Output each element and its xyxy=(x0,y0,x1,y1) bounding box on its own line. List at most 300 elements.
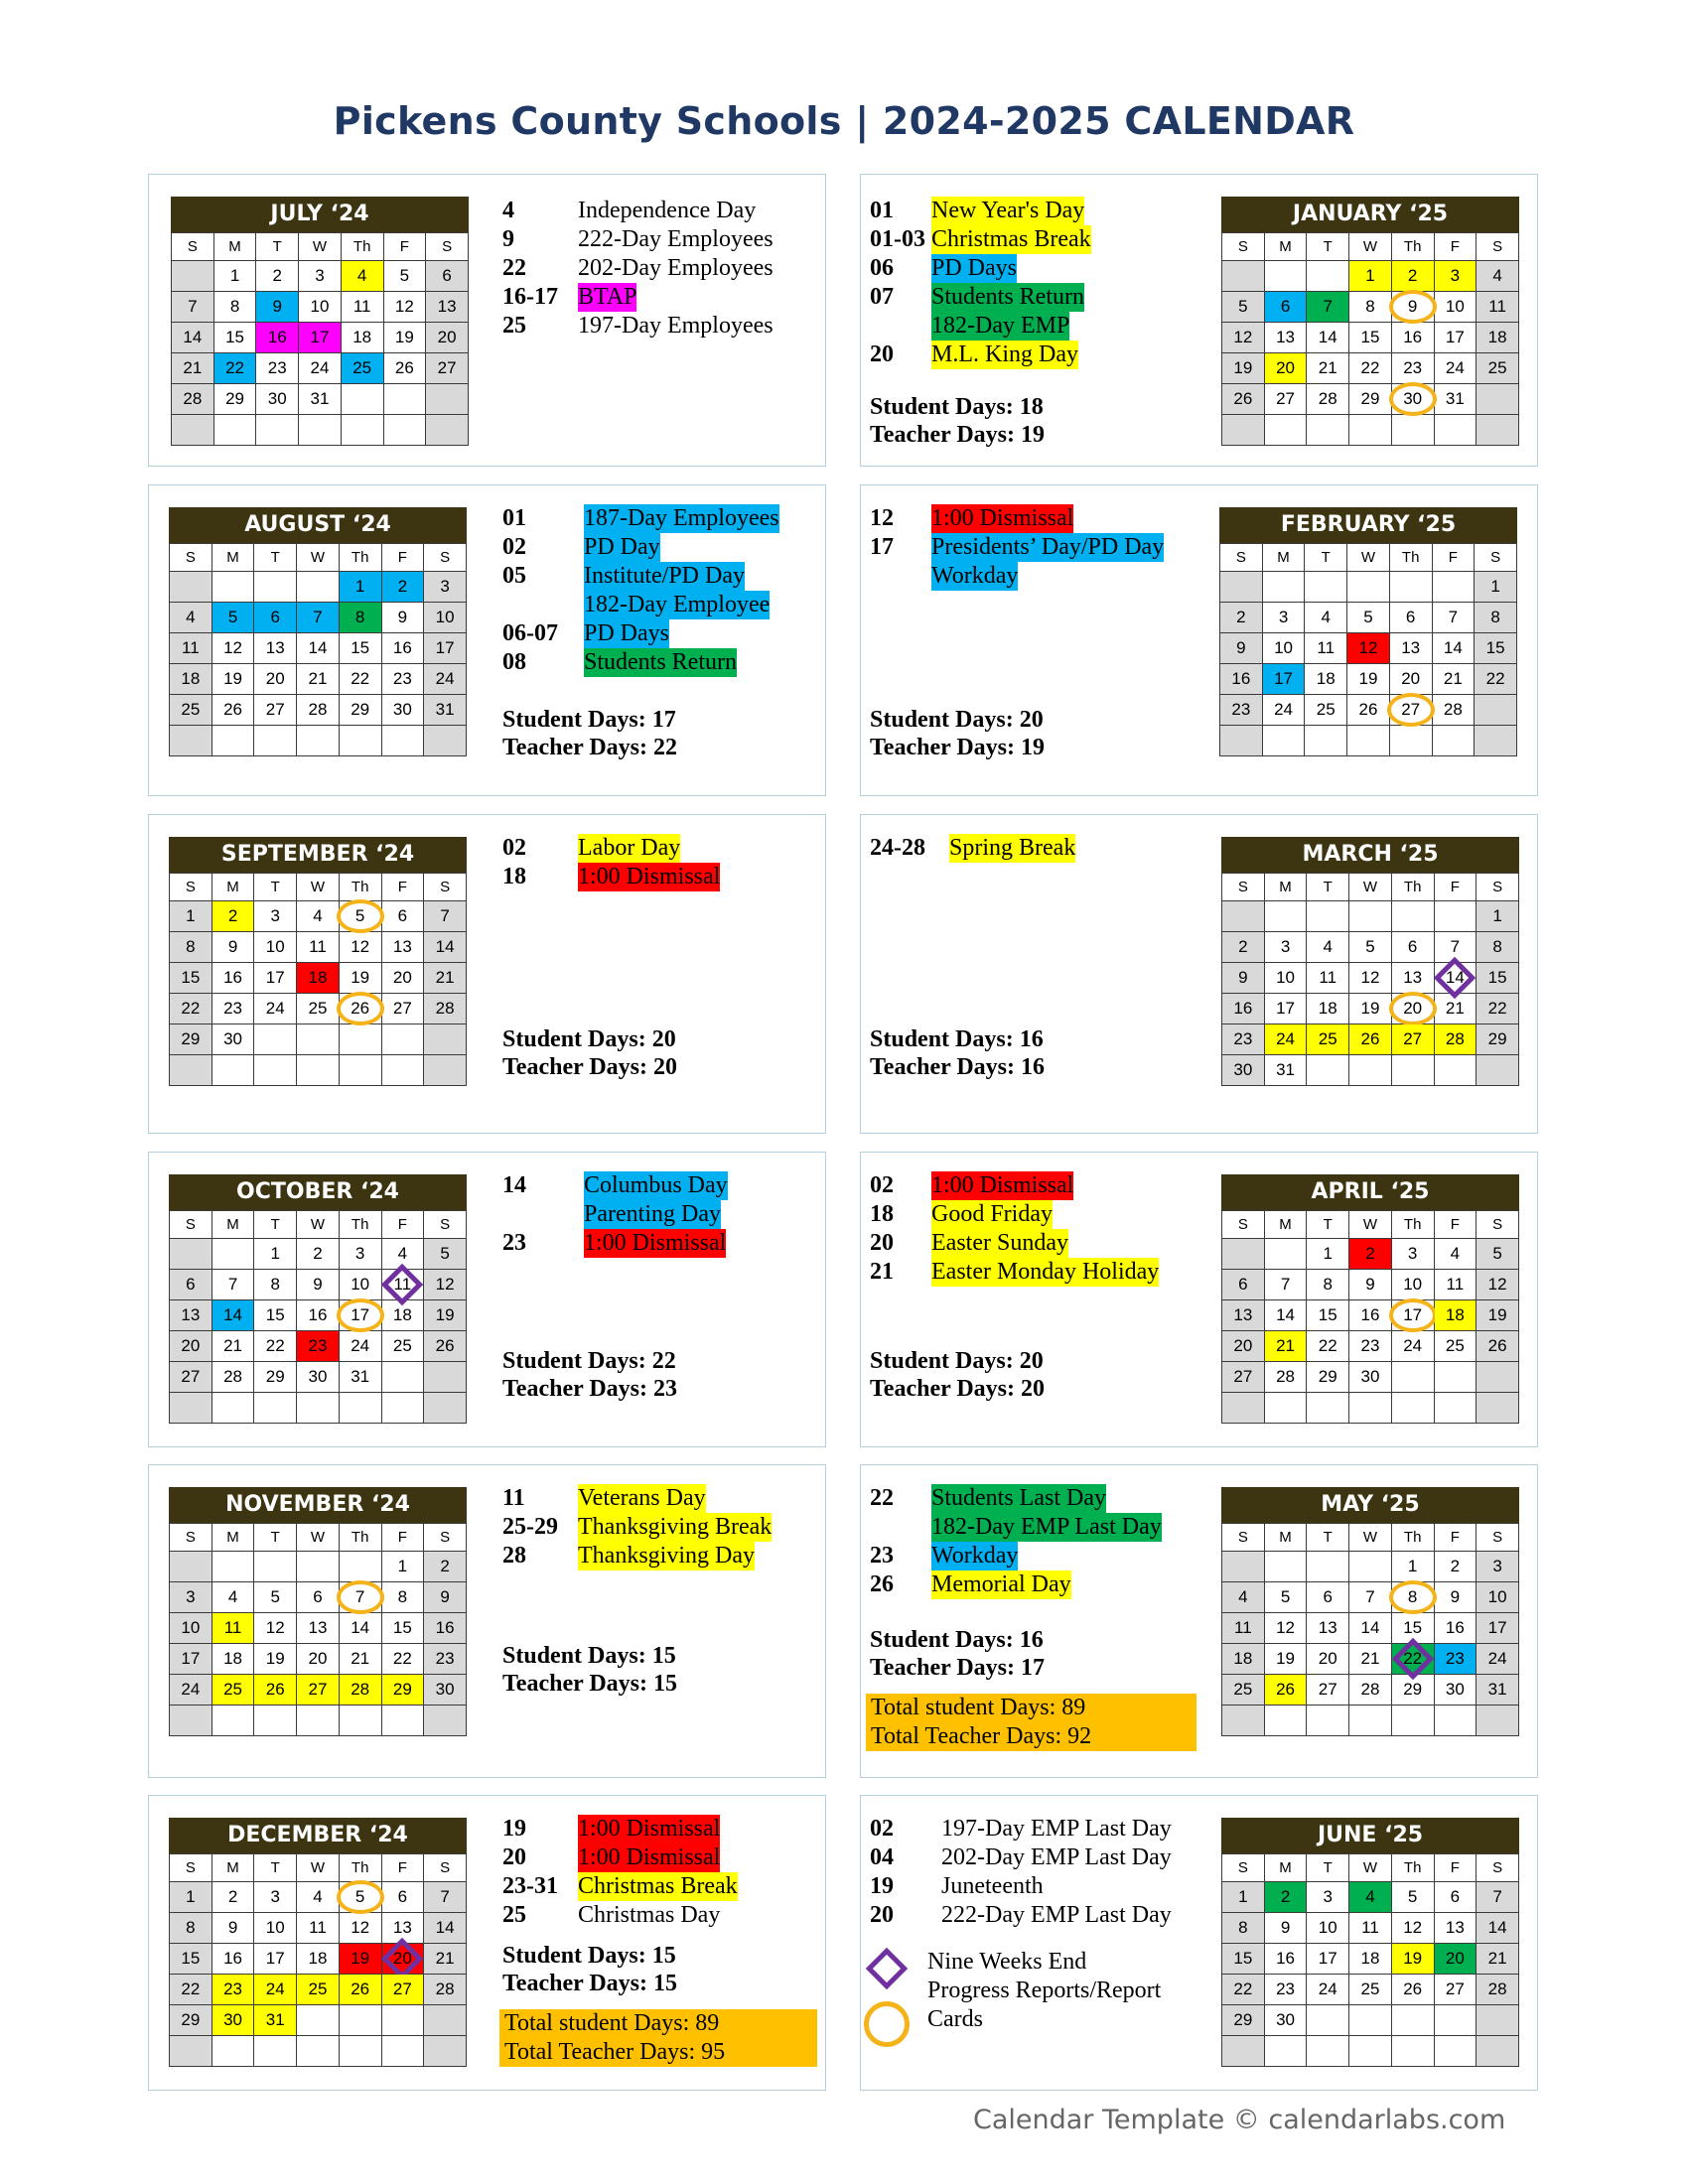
september-calendar xyxy=(169,837,467,1086)
day-number: 28 xyxy=(183,389,203,408)
day-number: 4 xyxy=(1365,1887,1375,1906)
empty-day-cell xyxy=(1264,1393,1307,1424)
day-number: 17 xyxy=(1274,669,1294,688)
event-date: 18 xyxy=(870,1201,894,1227)
event-text: Institute/PD Day xyxy=(584,563,745,589)
day-cell xyxy=(170,1675,212,1706)
day-number: 2 xyxy=(1238,937,1248,956)
day-number: 26 xyxy=(1360,1029,1380,1048)
day-number: 28 xyxy=(1487,1979,1507,1998)
day-number: 23 xyxy=(1276,1979,1296,1998)
empty-day-cell xyxy=(297,2036,340,2067)
day-number: 2 xyxy=(1236,608,1246,626)
empty-day-cell xyxy=(1307,1393,1349,1424)
day-cell xyxy=(172,292,214,323)
empty-day-cell xyxy=(211,1239,254,1270)
day-number: 22 xyxy=(1360,358,1380,377)
day-cell xyxy=(424,1975,467,2005)
day-cell xyxy=(256,292,299,323)
day-cell xyxy=(297,603,340,633)
day-number: 19 xyxy=(351,968,370,987)
january-events xyxy=(870,197,1091,369)
progress-report-ring-icon xyxy=(337,1580,384,1614)
day-number: 3 xyxy=(1492,1557,1502,1575)
empty-day-cell xyxy=(254,2036,297,2067)
day-cell xyxy=(1477,1675,1519,1706)
day-number: 25 xyxy=(1360,1979,1380,1998)
weekday-header: S xyxy=(1477,233,1519,261)
weekday-header: T xyxy=(1307,874,1349,901)
weekday-header: Th xyxy=(1391,1524,1434,1552)
empty-day-cell xyxy=(381,1393,424,1424)
weekday-header: T xyxy=(254,1211,297,1239)
day-number: 16 xyxy=(1360,1305,1380,1324)
day-number: 26 xyxy=(435,1336,455,1355)
week-row xyxy=(170,1270,467,1300)
empty-day-cell xyxy=(1349,1706,1392,1736)
day-number: 21 xyxy=(435,968,455,987)
progress-report-ring-icon xyxy=(337,992,384,1025)
day-number: 15 xyxy=(225,328,245,346)
day-cell xyxy=(297,1944,340,1975)
day-cell xyxy=(1307,963,1349,994)
day-cell xyxy=(1389,633,1432,664)
empty-day-cell xyxy=(172,261,214,292)
empty-day-cell xyxy=(1305,572,1347,603)
day-number: 31 xyxy=(265,2010,285,2029)
day-number: 15 xyxy=(265,1305,285,1324)
event-row xyxy=(870,341,1091,369)
day-cell xyxy=(211,1300,254,1331)
empty-day-cell xyxy=(1477,2036,1519,2067)
day-cell xyxy=(1434,1024,1477,1055)
weekday-header: W xyxy=(1349,1211,1392,1239)
empty-day-cell xyxy=(1264,415,1307,446)
event-text: Juneteenth xyxy=(941,1873,1044,1899)
day-number: 17 xyxy=(351,1305,370,1324)
day-number: 9 xyxy=(272,297,282,316)
day-number: 26 xyxy=(265,1680,285,1699)
day-cell xyxy=(211,2005,254,2036)
event-text: 182-Day Employee xyxy=(584,592,771,617)
day-cell xyxy=(170,932,212,963)
event-row xyxy=(502,283,774,312)
day-number: 7 xyxy=(1450,937,1461,956)
event-text: 202-Day EMP Last Day xyxy=(941,1844,1172,1870)
event-row xyxy=(502,648,779,677)
day-cell xyxy=(381,695,424,726)
day-cell xyxy=(254,1675,297,1706)
month-header: NOVEMBER ‘24 xyxy=(169,1487,467,1523)
day-number: 30 xyxy=(1276,2010,1296,2029)
month-grid xyxy=(1221,873,1519,1086)
week-row xyxy=(170,1613,467,1644)
weekday-header: S xyxy=(1222,1854,1265,1882)
day-cell xyxy=(1475,603,1517,633)
progress-report-ring-icon xyxy=(1389,290,1437,324)
day-cell xyxy=(1391,353,1434,384)
day-number: 27 xyxy=(1445,1979,1465,1998)
day-number: 31 xyxy=(310,389,330,408)
empty-day-cell xyxy=(254,1024,297,1055)
day-number: 1 xyxy=(229,266,240,285)
week-row xyxy=(170,633,467,664)
day-cell xyxy=(1434,1644,1477,1675)
empty-day-cell xyxy=(1391,1362,1434,1393)
weekday-header-row xyxy=(172,233,469,261)
day-cell xyxy=(254,1944,297,1975)
day-number: 16 xyxy=(223,1949,243,1968)
empty-day-cell xyxy=(1307,1706,1349,1736)
day-number: 21 xyxy=(1443,669,1463,688)
day-cell xyxy=(1434,1300,1477,1331)
day-number: 20 xyxy=(1403,999,1423,1018)
empty-day-cell xyxy=(1264,1552,1307,1582)
day-cell xyxy=(1434,1552,1477,1582)
day-cell xyxy=(1222,932,1265,963)
day-number: 28 xyxy=(1443,700,1463,719)
weekday-header: F xyxy=(381,544,424,572)
day-cell xyxy=(299,292,342,323)
week-row xyxy=(170,2005,467,2036)
day-cell xyxy=(1264,1582,1307,1613)
week-row xyxy=(1222,415,1519,446)
day-number: 26 xyxy=(1358,700,1378,719)
day-cell xyxy=(1222,353,1265,384)
week-row xyxy=(170,603,467,633)
weekday-header-row xyxy=(1222,874,1519,901)
day-cell xyxy=(211,1644,254,1675)
empty-day-cell xyxy=(339,726,381,756)
july-calendar xyxy=(171,197,469,446)
day-cell xyxy=(1307,1975,1349,2005)
day-cell xyxy=(170,1975,212,2005)
week-row xyxy=(170,572,467,603)
event-text: PD Days xyxy=(584,620,670,646)
day-cell xyxy=(339,1362,381,1393)
event-row xyxy=(870,1229,1159,1258)
day-number: 11 xyxy=(1319,968,1337,987)
week-row xyxy=(1222,1882,1519,1913)
weekday-header: W xyxy=(1349,233,1392,261)
day-cell xyxy=(1305,695,1347,726)
progress-report-ring-icon xyxy=(1389,1298,1437,1332)
event-date: 12 xyxy=(870,505,894,531)
event-row xyxy=(502,591,779,619)
event-text: Labor Day xyxy=(578,835,681,861)
day-number: 12 xyxy=(1233,328,1253,346)
day-cell xyxy=(1477,1582,1519,1613)
day-cell xyxy=(1349,323,1392,353)
week-row xyxy=(170,1706,467,1736)
weekday-header: W xyxy=(1349,874,1392,901)
day-cell xyxy=(256,261,299,292)
day-number: 29 xyxy=(265,1367,285,1386)
empty-day-cell xyxy=(211,572,254,603)
day-number: 14 xyxy=(223,1305,243,1324)
day-number: 2 xyxy=(272,266,282,285)
month-header: OCTOBER ‘24 xyxy=(169,1174,467,1210)
teacher-days: Teacher Days: 15 xyxy=(502,1671,677,1697)
event-text: Presidents’ Day/PD Day xyxy=(931,534,1165,560)
day-number: 28 xyxy=(435,1979,455,1998)
day-number: 30 xyxy=(1403,389,1423,408)
day-cell xyxy=(297,1270,340,1300)
day-number: 16 xyxy=(1403,328,1423,346)
day-number: 2 xyxy=(313,1244,323,1263)
day-cell xyxy=(1347,695,1390,726)
day-cell xyxy=(170,1613,212,1644)
event-date: 05 xyxy=(502,563,526,589)
empty-day-cell xyxy=(1349,1055,1392,1086)
weekday-header: T xyxy=(1307,1524,1349,1552)
day-cell xyxy=(1222,1613,1265,1644)
day-number: 30 xyxy=(308,1367,328,1386)
event-text: 1:00 Dismissal xyxy=(584,1230,727,1256)
day-number: 27 xyxy=(1401,700,1421,719)
day-cell xyxy=(339,1644,381,1675)
day-number: 27 xyxy=(1276,389,1296,408)
day-number: 5 xyxy=(354,1887,365,1906)
day-number: 14 xyxy=(1443,638,1463,657)
day-number: 18 xyxy=(1487,328,1507,346)
day-number: 22 xyxy=(1403,1649,1423,1668)
week-row xyxy=(170,901,467,932)
event-row xyxy=(502,1229,728,1258)
event-text: 197-Day Employees xyxy=(578,313,774,339)
day-cell xyxy=(213,261,256,292)
day-number: 9 xyxy=(1407,297,1418,316)
week-row xyxy=(170,994,467,1024)
day-number: 3 xyxy=(315,266,325,285)
day-number: 9 xyxy=(1236,638,1246,657)
day-cell xyxy=(256,353,299,384)
event-text: 182-Day EMP Last Day xyxy=(931,1514,1162,1540)
day-number: 11 xyxy=(223,1618,242,1637)
day-number: 4 xyxy=(1450,1244,1461,1263)
weekday-header: S xyxy=(1477,1524,1519,1552)
day-number: 8 xyxy=(397,1587,408,1606)
day-number: 19 xyxy=(1403,1949,1423,1968)
empty-day-cell xyxy=(339,1024,381,1055)
day-cell xyxy=(339,664,381,695)
event-text: 222-Day EMP Last Day xyxy=(941,1902,1172,1928)
day-number: 24 xyxy=(181,1680,201,1699)
day-cell xyxy=(1220,603,1263,633)
event-date: 17 xyxy=(870,534,894,560)
day-cell xyxy=(1222,1300,1265,1331)
empty-day-cell xyxy=(341,384,383,415)
day-cell xyxy=(1434,1913,1477,1944)
day-cell xyxy=(1349,261,1392,292)
day-cell xyxy=(211,994,254,1024)
day-number: 23 xyxy=(223,999,243,1018)
event-text: Students Return xyxy=(931,284,1084,310)
day-number: 12 xyxy=(351,937,370,956)
event-text: 1:00 Dismissal xyxy=(931,505,1074,531)
day-cell xyxy=(339,572,381,603)
day-cell xyxy=(1264,1882,1307,1913)
day-number: 13 xyxy=(437,297,457,316)
day-number: 3 xyxy=(1450,266,1461,285)
student-days: Student Days: 20 xyxy=(502,1026,676,1052)
week-row xyxy=(170,1239,467,1270)
day-number: 10 xyxy=(310,297,330,316)
day-number: 30 xyxy=(1445,1680,1465,1699)
day-number: 9 xyxy=(440,1587,450,1606)
day-number: 30 xyxy=(392,700,412,719)
empty-day-cell xyxy=(1432,572,1475,603)
weekday-header: S xyxy=(172,233,214,261)
weekday-header-row xyxy=(1222,1211,1519,1239)
total-teacher-days: Total Teacher Days: 95 xyxy=(504,2039,726,2065)
day-cell xyxy=(1307,932,1349,963)
empty-day-cell xyxy=(1434,1362,1477,1393)
day-cell xyxy=(1222,323,1265,353)
event-row xyxy=(502,619,779,648)
day-number: 20 xyxy=(1318,1649,1337,1668)
day-number: 27 xyxy=(181,1367,201,1386)
day-cell xyxy=(299,384,342,415)
day-cell xyxy=(1391,994,1434,1024)
weekday-header: S xyxy=(424,1211,467,1239)
day-number: 12 xyxy=(435,1275,455,1294)
empty-day-cell xyxy=(170,1055,212,1086)
weekday-header: S xyxy=(424,1524,467,1552)
weekday-header: T xyxy=(1307,1854,1349,1882)
day-number: 9 xyxy=(313,1275,323,1294)
february-calendar xyxy=(1219,507,1517,756)
day-number: 26 xyxy=(223,700,243,719)
day-cell xyxy=(1391,932,1434,963)
empty-day-cell xyxy=(254,572,297,603)
day-number: 7 xyxy=(188,297,198,316)
week-row xyxy=(1222,963,1519,994)
week-row xyxy=(1222,1055,1519,1086)
event-text: 222-Day Employees xyxy=(578,226,774,252)
weekday-header: F xyxy=(381,1524,424,1552)
event-text: PD Days xyxy=(931,255,1018,281)
empty-day-cell xyxy=(256,415,299,446)
day-cell xyxy=(1307,1582,1349,1613)
day-cell xyxy=(299,323,342,353)
day-cell xyxy=(211,603,254,633)
day-number: 7 xyxy=(1448,608,1459,626)
day-number: 6 xyxy=(1450,1887,1461,1906)
day-cell xyxy=(1349,1270,1392,1300)
day-cell xyxy=(1477,1270,1519,1300)
day-cell xyxy=(1222,1331,1265,1362)
day-cell xyxy=(211,1882,254,1913)
day-number: 24 xyxy=(265,1979,285,1998)
day-cell xyxy=(254,664,297,695)
day-number: 8 xyxy=(186,937,196,956)
empty-day-cell xyxy=(1434,2036,1477,2067)
weekday-header: S xyxy=(170,1854,212,1882)
event-date: 14 xyxy=(502,1172,526,1198)
empty-day-cell xyxy=(339,1552,381,1582)
month-header: JANUARY ‘25 xyxy=(1221,197,1519,232)
day-number: 28 xyxy=(308,700,328,719)
day-number: 21 xyxy=(1276,1336,1296,1355)
event-row xyxy=(502,562,779,591)
day-number: 11 xyxy=(309,937,327,956)
day-number: 22 xyxy=(225,358,245,377)
day-number: 5 xyxy=(1365,937,1375,956)
day-number: 19 xyxy=(351,1949,370,1968)
event-row xyxy=(502,1872,738,1901)
day-cell xyxy=(1477,901,1519,932)
day-number: 9 xyxy=(227,1918,238,1937)
day-cell xyxy=(1391,384,1434,415)
progress-report-ring-icon xyxy=(337,899,384,933)
weekday-header: S xyxy=(1477,1211,1519,1239)
day-cell xyxy=(1391,323,1434,353)
day-cell xyxy=(1222,1362,1265,1393)
day-cell xyxy=(339,633,381,664)
month-grid xyxy=(1219,543,1517,756)
week-row xyxy=(170,1882,467,1913)
legend-nine-weeks: Nine Weeks End xyxy=(927,1949,1087,1975)
day-number: 6 xyxy=(270,608,280,626)
day-number: 6 xyxy=(186,1275,196,1294)
weekday-header: M xyxy=(211,874,254,901)
empty-day-cell xyxy=(1391,1393,1434,1424)
empty-day-cell xyxy=(424,1393,467,1424)
day-number: 10 xyxy=(1318,1918,1337,1937)
empty-day-cell xyxy=(424,2005,467,2036)
week-row xyxy=(1222,1944,1519,1975)
day-cell xyxy=(1264,1913,1307,1944)
day-number: 28 xyxy=(1445,1029,1465,1048)
week-row xyxy=(170,963,467,994)
day-cell xyxy=(254,963,297,994)
day-cell xyxy=(381,963,424,994)
event-text: 1:00 Dismissal xyxy=(578,864,721,889)
day-cell xyxy=(1262,603,1305,633)
day-cell xyxy=(381,932,424,963)
semester-totals xyxy=(866,1694,1196,1751)
day-number: 30 xyxy=(1233,1060,1253,1079)
empty-day-cell xyxy=(1222,415,1265,446)
day-cell xyxy=(170,963,212,994)
day-number: 8 xyxy=(1407,1587,1418,1606)
empty-day-cell xyxy=(1432,726,1475,756)
day-cell xyxy=(170,1362,212,1393)
day-number: 12 xyxy=(351,1918,370,1937)
event-text: M.L. King Day xyxy=(931,341,1078,367)
month-grid xyxy=(1221,1210,1519,1424)
day-cell xyxy=(254,994,297,1024)
day-cell xyxy=(1347,603,1390,633)
day-cell xyxy=(1434,1239,1477,1270)
day-number: 3 xyxy=(1280,937,1291,956)
weekday-header: Th xyxy=(1389,544,1432,572)
day-number: 14 xyxy=(351,1618,370,1637)
day-cell xyxy=(213,384,256,415)
day-cell xyxy=(426,353,469,384)
weekday-header: W xyxy=(297,544,340,572)
may-calendar xyxy=(1221,1487,1519,1736)
day-cell xyxy=(213,353,256,384)
empty-day-cell xyxy=(1391,1706,1434,1736)
day-number: 10 xyxy=(181,1618,201,1637)
day-number: 21 xyxy=(1360,1649,1380,1668)
day-cell xyxy=(1349,353,1392,384)
event-text: 1:00 Dismissal xyxy=(578,1816,721,1842)
day-number: 21 xyxy=(1487,1949,1507,1968)
day-cell xyxy=(424,695,467,726)
